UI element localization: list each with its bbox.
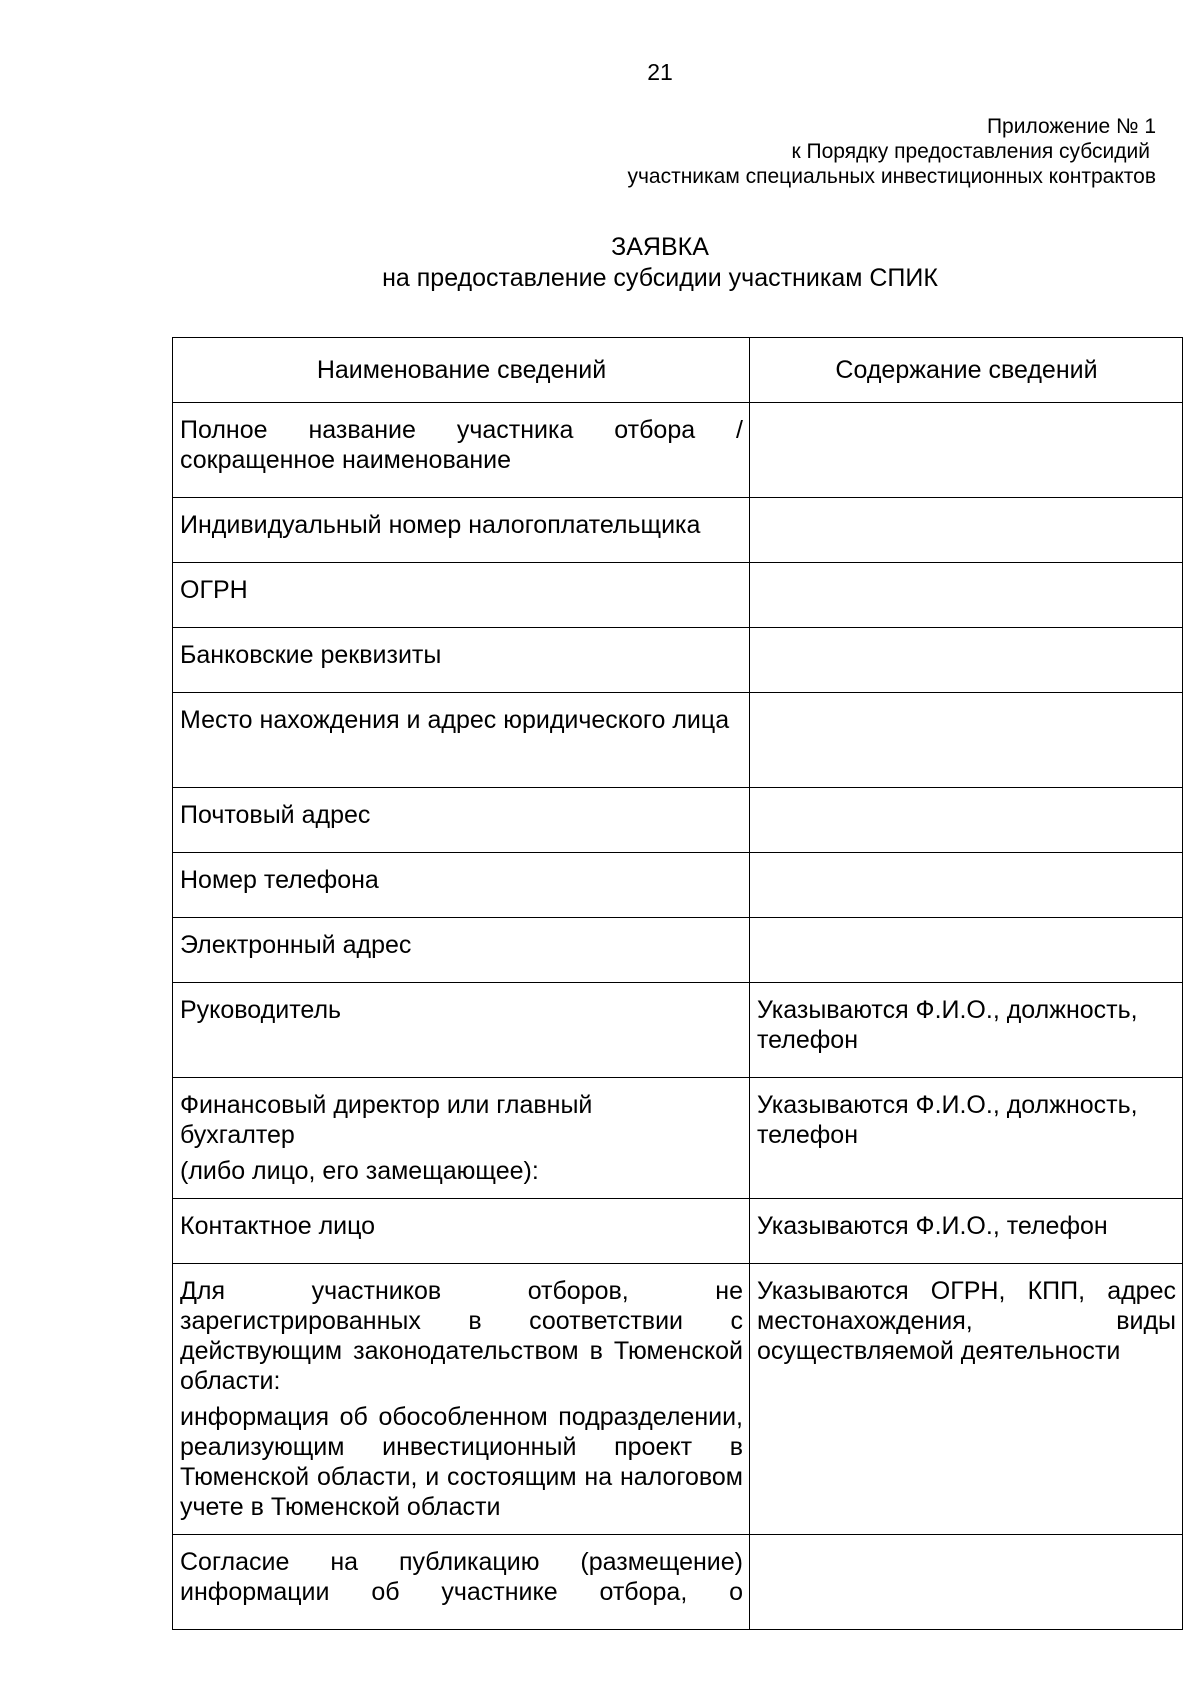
field-name: Контактное лицо [173,1199,750,1264]
table-row [173,563,1183,628]
document-subtitle: на предоставление субсидии участникам СПИК [382,264,938,292]
field-name: Электронный адрес [173,918,750,983]
table-row [173,693,1183,788]
table-row [173,788,1183,853]
table-row [173,1078,1183,1199]
field-name: ОГРН [173,563,750,628]
table-row [173,1535,1183,1630]
column-header-content: Содержание сведений [750,338,1183,403]
page-number: 21 [647,59,673,85]
table-row [173,403,1183,498]
field-name: Полное название участника отбора /сокращенное наименование [173,403,750,498]
field-content [750,693,1183,788]
table-row [173,628,1183,693]
field-content [750,788,1183,853]
table-row [173,498,1183,563]
field-content: Указываются Ф.И.О., телефон [750,1199,1183,1264]
table-row [173,853,1183,918]
field-content: Указываются Ф.И.О., должность, телефон [750,983,1183,1078]
field-content [750,403,1183,498]
field-name: Банковские реквизиты [173,628,750,693]
field-name-text: Финансовый директор или главный бухгалтер [180,1091,593,1149]
field-name: Номер телефона [173,853,750,918]
table-row [173,1199,1183,1264]
table-header-row [173,338,1183,403]
field-name: Место нахождения и адрес юридического лица [173,693,750,788]
field-name-note: (либо лицо, его замещающее): [180,1157,539,1185]
table-row [173,918,1183,983]
field-name [173,1078,750,1199]
field-content [750,628,1183,693]
field-name [173,1264,750,1535]
field-name: Индивидуальный номер налогоплательщика [173,498,750,563]
application-form-table [172,337,1183,1630]
field-content: Указываются Ф.И.О., должность, телефон [750,1078,1183,1199]
field-name: Почтовый адрес [173,788,750,853]
appendix-line: участникам специальных инвестиционных контрактов [627,165,1156,188]
field-content [750,853,1183,918]
field-content: Указываются ОГРН, КПП, адрес местонахождения, виды осуществляемой деятельности [750,1264,1183,1535]
field-name-text: Для участников отборов, не зарегистрированных в соответствии с действующим законодательством в Тюменской области: [180,1277,743,1395]
table-row [173,1264,1183,1535]
table-row [173,983,1183,1078]
document-title: ЗАЯВКА [611,233,709,261]
field-name: Руководитель [173,983,750,1078]
appendix-note [627,114,1156,189]
document-title-block [0,232,1200,294]
field-name-note: информация об обособленном подразделении, реализующим инвестиционный проект в Тюменской области, и состоящим на налоговом учете в Тюменской области [180,1403,743,1521]
field-name: Согласие на публикацию (размещение) информации об участнике отбора, о [173,1535,750,1630]
column-header-name: Наименование сведений [173,338,750,403]
appendix-line: Приложение № 1 [986,115,1156,138]
field-content [750,498,1183,563]
field-content [750,563,1183,628]
field-content [750,918,1183,983]
field-content [750,1535,1183,1630]
appendix-line: к Порядку предоставления субсидий [791,140,1150,163]
